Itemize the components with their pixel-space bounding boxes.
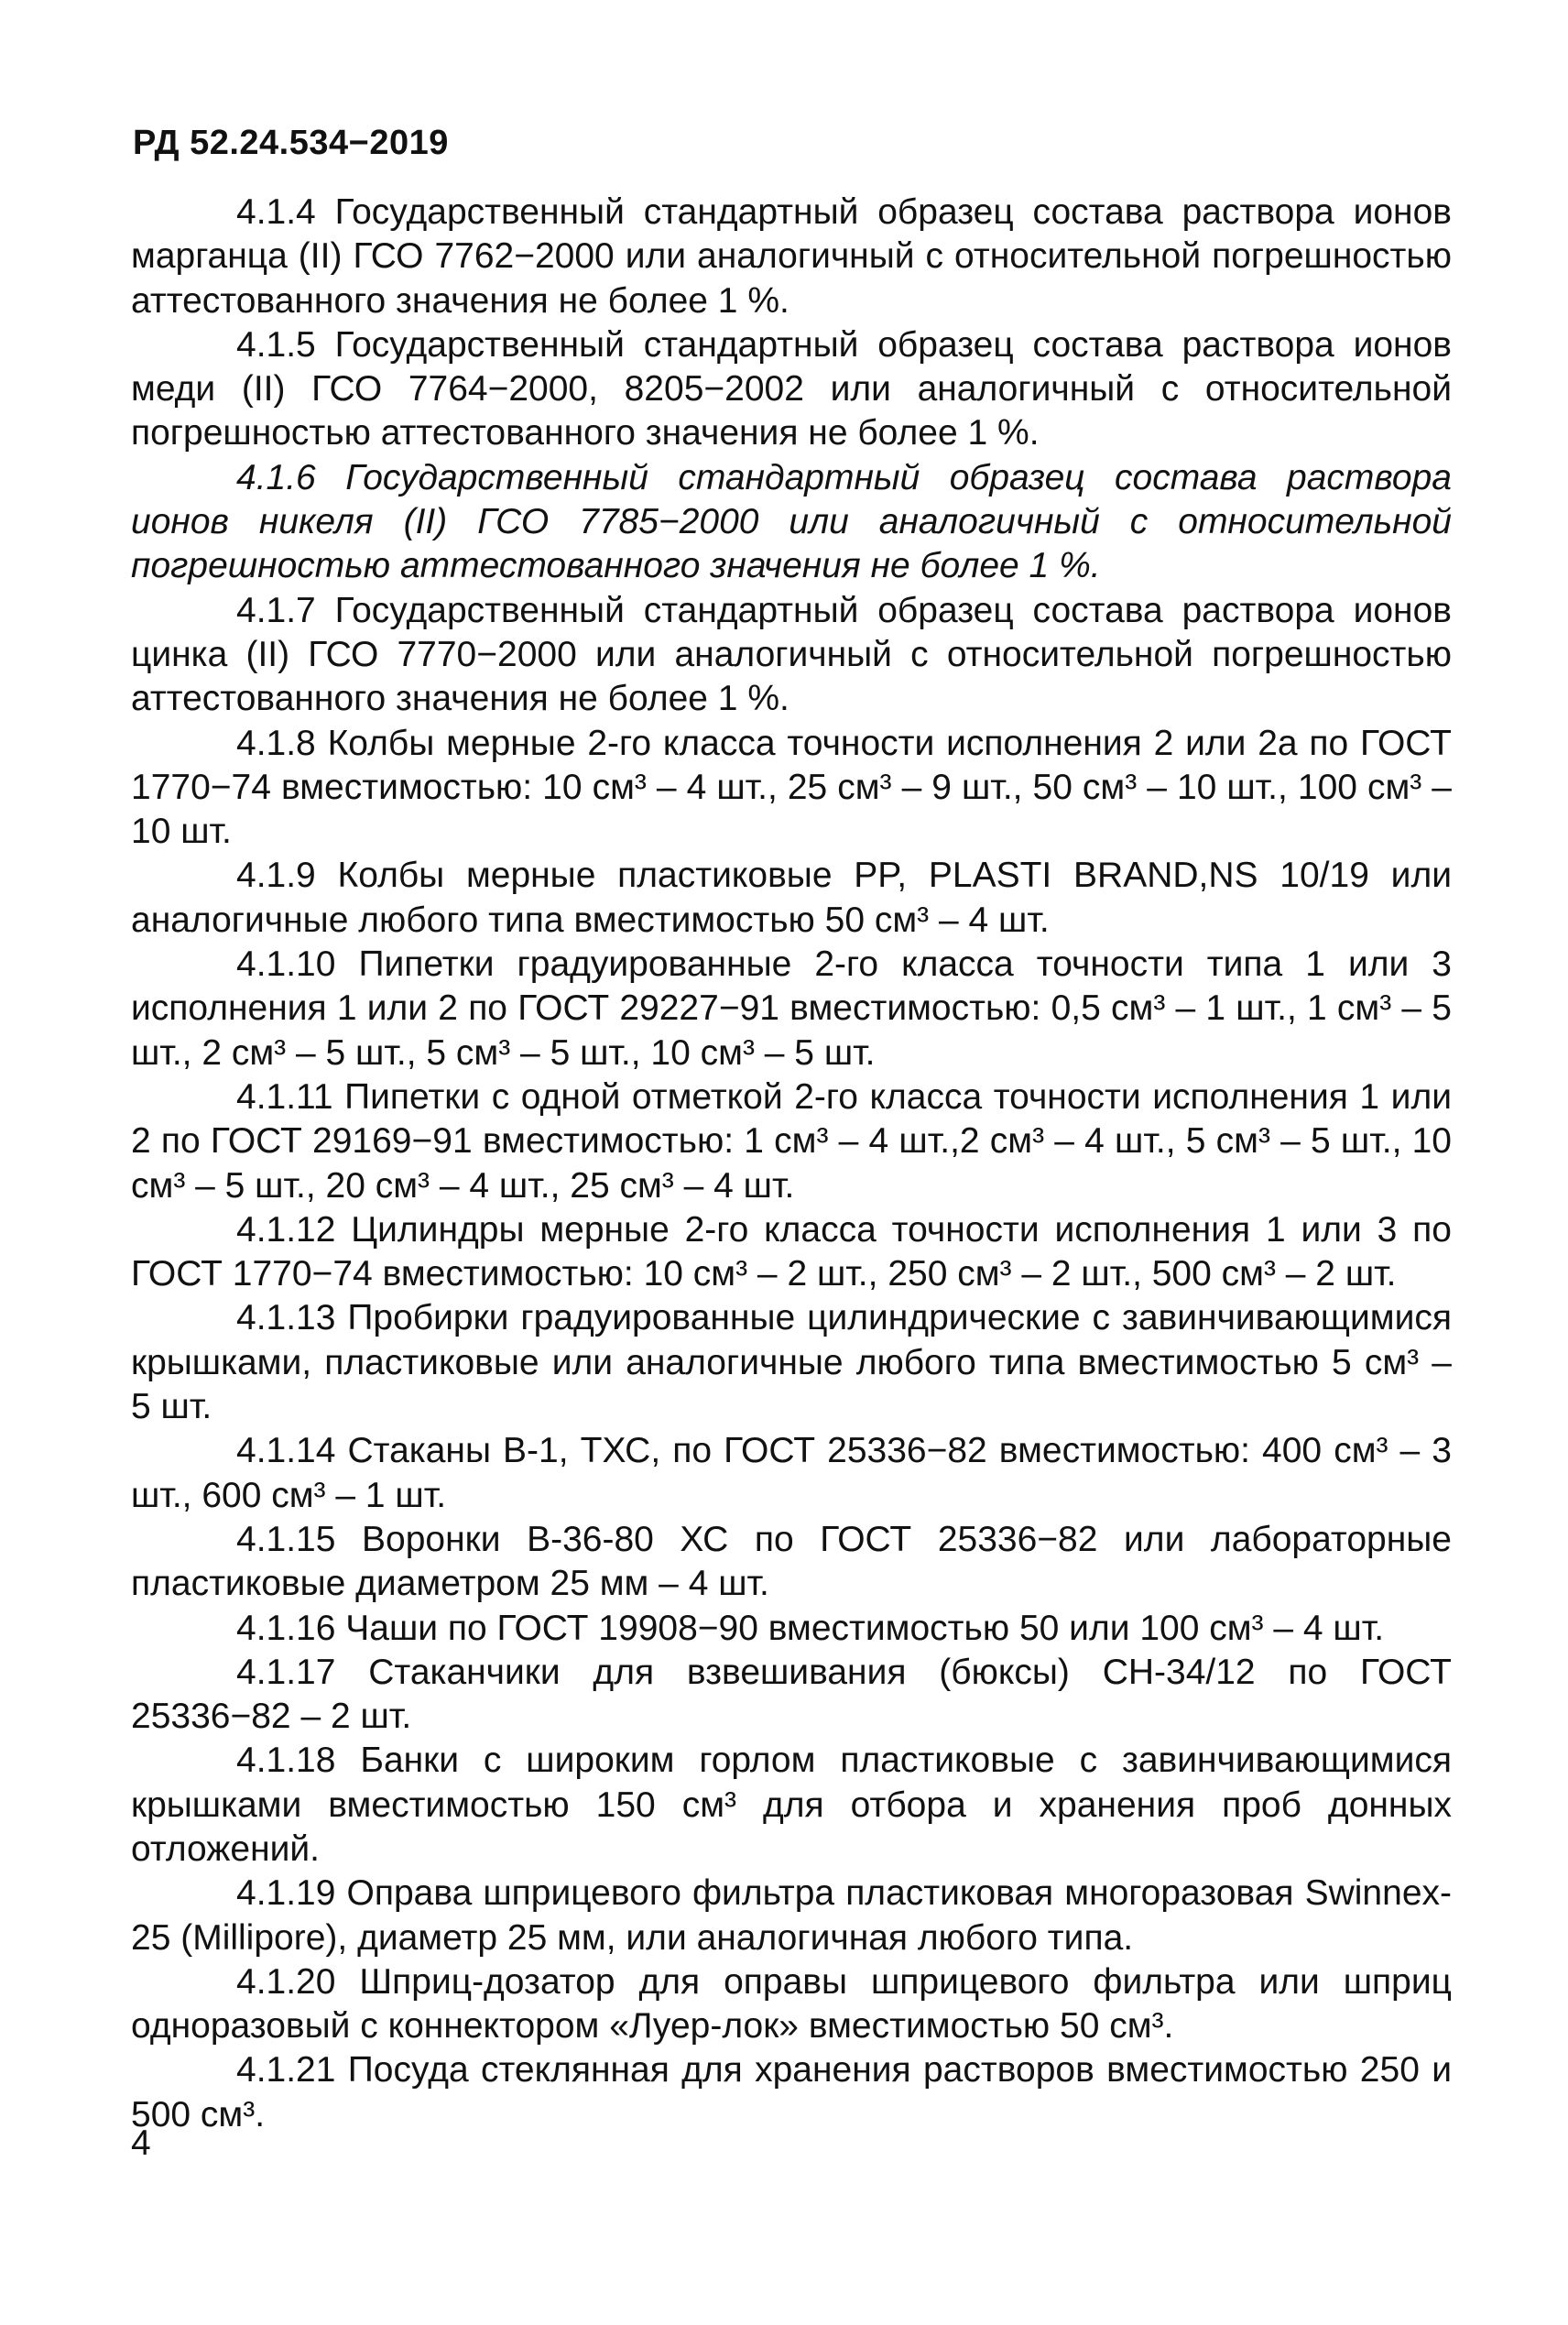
paragraph-4-1-4 — [131, 191, 1452, 323]
paragraph-number: 4.1.16 — [236, 1608, 336, 1648]
paragraph-number: 4.1.11 — [236, 1076, 333, 1117]
paragraph-number: 4.1.12 — [236, 1209, 336, 1250]
paragraph-number: 4.1.8 — [236, 723, 316, 763]
paragraph-text: Государственный стандартный образец состава раствора ионов марганца (II) ГСО 7762−2000 или аналогичный с относительной погрешностью аттестованного значения не более 1 %. — [131, 192, 1452, 321]
paragraph-text: Стаканы В-1, ТХС, по ГОСТ 25336−82 вместимостью: 400 см³ – 3 шт., 600 см³ – 1 шт. — [131, 1431, 1452, 1515]
paragraph-4-1-20 — [131, 1960, 1452, 2049]
paragraph-number: 4.1.6 — [236, 457, 316, 497]
paragraph-text: Государственный стандартный образец состава раствора ионов меди (II) ГСО 7764−2000, 8205−2002 или аналогичный с относительной погрешностью аттестованного значения не более 1 %. — [131, 324, 1452, 453]
document-code-header: РД 52.24.534−2019 — [133, 124, 449, 162]
paragraph-4-1-6 — [131, 456, 1452, 589]
paragraph-number: 4.1.20 — [236, 1961, 336, 2002]
paragraph-number: 4.1.17 — [236, 1652, 336, 1692]
paragraph-number: 4.1.9 — [236, 856, 316, 896]
paragraph-text: Колбы мерные 2-го класса точности исполнения 2 или 2а по ГОСТ 1770−74 вместимостью: 10 см³ – 4 шт., 25 см³ – 9 шт., 50 см³ – 10 шт., 100 см³ – 10 шт. — [131, 723, 1452, 852]
paragraph-text: Цилиндры мерные 2-го класса точности исполнения 1 или 3 по ГОСТ 1770−74 вместимостью: 10 см³ – 2 шт., 250 см³ – 2 шт., 500 см³ – 2 шт. — [131, 1209, 1452, 1294]
paragraph-4-1-12 — [131, 1208, 1452, 1297]
paragraph-4-1-9 — [131, 854, 1452, 943]
paragraph-number: 4.1.19 — [236, 1873, 336, 1914]
paragraph-number: 4.1.10 — [236, 944, 336, 985]
paragraph-text: Государственный стандартный образец состава раствора ионов цинка (II) ГСО 7770−2000 или аналогичный с относительной погрешностью аттестованного значения не более 1 %. — [131, 590, 1452, 719]
page-number: 4 — [131, 2123, 151, 2163]
paragraph-4-1-14 — [131, 1429, 1452, 1518]
paragraph-number: 4.1.14 — [236, 1431, 336, 1471]
paragraph-4-1-15 — [131, 1518, 1452, 1607]
paragraph-4-1-11 — [131, 1075, 1452, 1208]
paragraph-text: Оправа шприцевого фильтра пластиковая многоразовая Swinnex-25 (Millipore), диаметр 25 мм, или аналогичная любого типа. — [131, 1873, 1452, 1958]
paragraph-number: 4.1.21 — [236, 2050, 336, 2090]
paragraph-number: 4.1.5 — [236, 324, 316, 365]
paragraph-4-1-18 — [131, 1739, 1452, 1872]
paragraph-text: Колбы мерные пластиковые PP, PLASTI BRAND,NS 10/19 или аналогичные любого типа вместимостью 50 см³ – 4 шт. — [131, 856, 1452, 940]
paragraph-4-1-10 — [131, 943, 1452, 1075]
paragraph-number: 4.1.13 — [236, 1298, 336, 1338]
document-body — [131, 191, 1452, 2137]
paragraph-text: Государственный стандартный образец состава раствора ионов никеля (II) ГСО 7785−2000 или аналогичный с относительной погрешностью аттестованного значения не более 1 %. — [131, 457, 1452, 586]
paragraph-number: 4.1.4 — [236, 192, 316, 232]
paragraph-text: Посуда стеклянная для хранения растворов вместимостью 250 и 500 см³. — [131, 2050, 1452, 2134]
paragraph-4-1-8 — [131, 722, 1452, 855]
paragraph-4-1-17 — [131, 1651, 1452, 1740]
paragraph-number: 4.1.15 — [236, 1519, 336, 1559]
paragraph-text: Пипетки градуированные 2-го класса точности типа 1 или 3 исполнения 1 или 2 по ГОСТ 29227−91 вместимостью: 0,5 см³ – 1 шт., 1 см³ – 5 шт., 2 см³ – 5 шт., 5 см³ – 5 шт., 10 см³ – 5 шт. — [131, 944, 1452, 1073]
paragraph-number: 4.1.7 — [236, 590, 316, 630]
paragraph-4-1-13 — [131, 1296, 1452, 1429]
paragraph-text: Воронки В-36-80 ХС по ГОСТ 25336−82 или лабораторные пластиковые диаметром 25 мм – 4 шт. — [131, 1519, 1452, 1604]
paragraph-text: Пипетки с одной отметкой 2-го класса точности исполнения 1 или 2 по ГОСТ 29169−91 вместимостью: 1 см³ – 4 шт.,2 см³ – 4 шт., 5 см³ – 5 шт., 10 см³ – 5 шт., 20 см³ – 4 шт., 25 см³ – 4 шт. — [131, 1076, 1452, 1206]
paragraph-text: Пробирки градуированные цилиндрические с завинчивающимися крышками, пластиковые или аналогичные любого типа вместимостью 5 см³ – 5 шт. — [131, 1298, 1452, 1427]
paragraph-4-1-5 — [131, 323, 1452, 456]
paragraph-4-1-21 — [131, 2048, 1452, 2137]
paragraph-text: Банки с широким горлом пластиковые с завинчивающимися крышками вместимостью 150 см³ для отбора и хранения проб донных отложений. — [131, 1741, 1452, 1869]
paragraph-4-1-16 — [131, 1607, 1452, 1651]
paragraph-text: Чаши по ГОСТ 19908−90 вместимостью 50 или 100 см³ – 4 шт. — [345, 1608, 1385, 1648]
paragraph-4-1-19 — [131, 1872, 1452, 1960]
paragraph-text: Шприц-дозатор для оправы шприцевого фильтра или шприц одноразовый с коннектором «Луер-лок» вместимостью 50 см³. — [131, 1961, 1452, 2047]
paragraph-text: Стаканчики для взвешивания (бюксы) СН-34/12 по ГОСТ 25336−82 – 2 шт. — [131, 1652, 1452, 1737]
paragraph-4-1-7 — [131, 589, 1452, 722]
paragraph-number: 4.1.18 — [236, 1741, 336, 1781]
